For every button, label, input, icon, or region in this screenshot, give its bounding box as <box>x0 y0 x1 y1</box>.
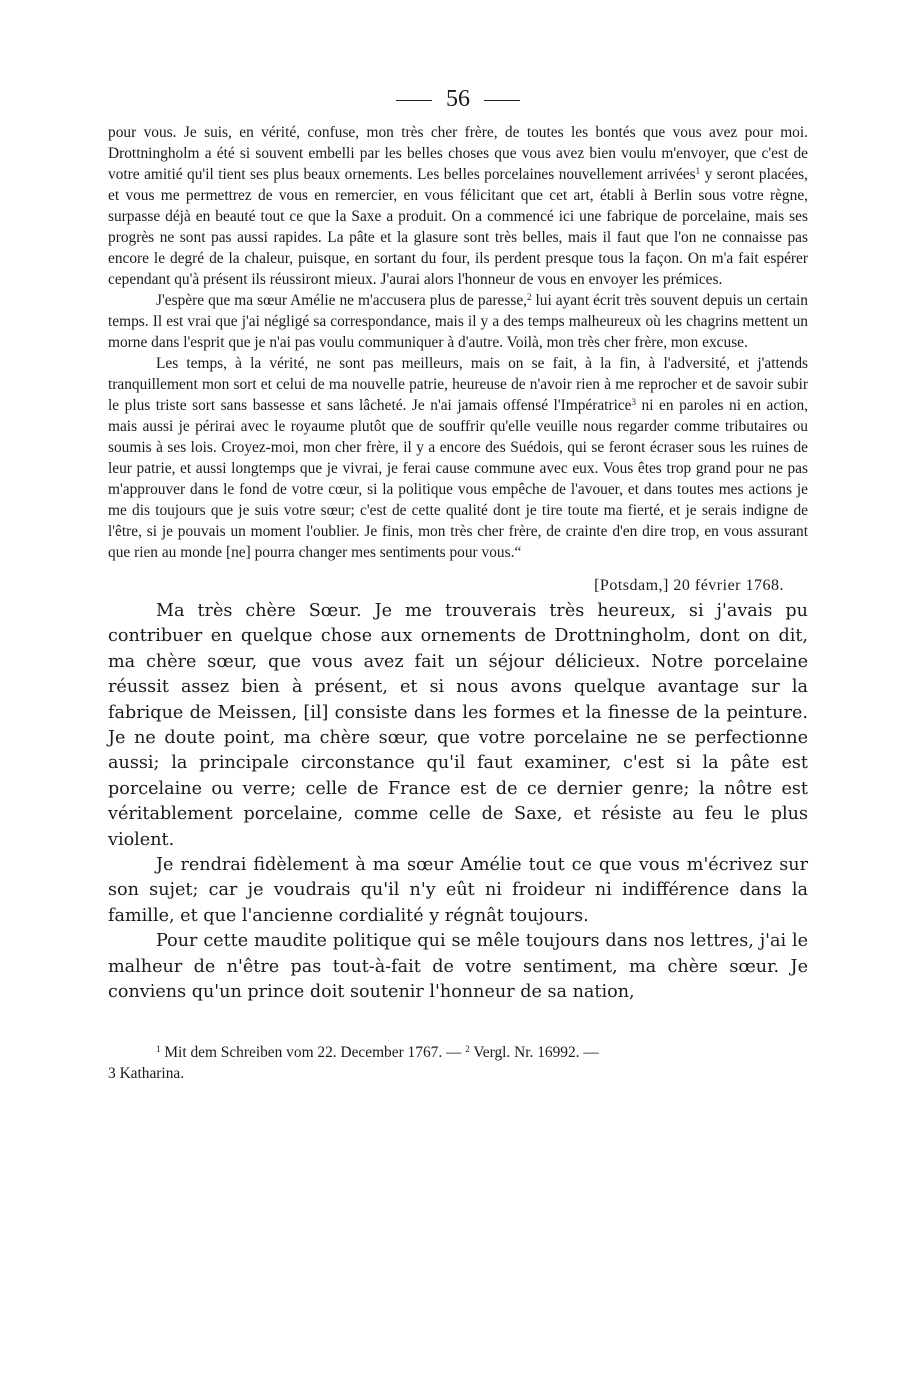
document-page <box>108 84 808 1084</box>
reply-paragraph: Pour cette maudite politique qui se mêle toujours dans nos lettres, j'ai le malheur de n'être pas tout-à-fait de votre sentiment, ma chère sœur. Je conviens qu'un prince doit soutenir l'honneur de sa nation, <box>108 931 808 1003</box>
letter-paragraph: Les temps, à la vérité, ne sont pas meilleurs, mais on se fait, à la fin, à l'adversité, et j'attends tranquillement mon sort et celui de ma nouvelle patrie, heureuse de n'avoir rien à me reprocher et de savoir subir le plus triste sort sans bassesse et sans lâcheté. Je n'ai jamais offensé l'Impératrice$^3$ ni en paroles ni en action, mais aussi je périrai avec le royaume plutôt que de souffrir qu'elle veuille nous regarder comme tributaires ou soumis à ses lois. Croyez-moi, mon cher frère, il y a encore des Suédois, qui se feront écraser sous les ruines de leur patrie, et aussi longtemps que je vivrai, je ferai cause commune avec eux. Vous êtes trop grand pour ne pas m'approuver dans le fond de votre cœur, si la politique vous empêche de l'avouer, et dans toutes mes actions je me dis toujours que je suis votre sœur; c'est de cette qualité dont je tire toute ma fierté, et je serais indigne de l'être, si je pouvais un moment l'oublier. Je finis, mon très cher frère, de crainte d'en dire trop, en vous assurant que rien au monde [ne] pourra changer mes sentiments pour vous.“ <box>108 355 808 561</box>
dateline: [Potsdam,] 20 février 1768. <box>594 577 784 594</box>
letter-paragraph: J'espère que ma sœur Amélie ne m'accusera plus de paresse,$^2$ lui ayant écrit très souvent depuis un certain temps. Il est vrai que j'ai négligé sa correspondance, mais il y a des temps malheureux où les chagrins mettent un morne dans l'esprit que je n'ai pas voulu communiquer à d'autre. Voilà, mon très cher frère, mon excuse. <box>108 292 808 351</box>
page-number: 56 <box>446 86 470 112</box>
letter-paragraph: pour vous. Je suis, en vérité, confuse, mon très cher frère, de toutes les bontés que vous avez pour moi. Drottningholm a été si souvent embelli par les belles choses que vous avez bien voulu m'envoyer, que c'est de votre amitié qu'il tient ses plus beaux ornements. Les belles porcelaines nouvellement arrivées$^1$ y seront placées, et vous me permettrez de vous en remercier, en vous félicitant que cet art, établi à Berlin sous votre règne, surpasse déjà en beauté tout ce que la Saxe a produit. On a commencé ici une fabrique de porcelaine, mais ses progrès ne sont pas aussi rapides. La pâte et la glasure sont très belles, mais il faut que l'on ne connaisse pas encore le degré de la chaleur, puisque, en sortant du four, ils perdent presque tous la façon. On m'a fait espérer cependant qu'à présent ils réussiront mieux. J'aurai alors l'honneur de vous en envoyer les prémices. <box>108 124 809 288</box>
footnote-line: $^1$ Mit dem Schreiben vom 22. December 1767. — $^2$ Vergl. Nr. 16992. — <box>156 1043 599 1061</box>
footnote-ref: 2 <box>527 292 532 302</box>
header-rule-left <box>396 100 432 101</box>
reply-paragraph: Je rendrai fidèlement à ma sœur Amélie tout ce que vous m'écrivez sur son sujet; car je voudrais qu'il n'y eût ni froideur ni indifférence dans la famille, et que l'ancienne cordialité y régnât toujours. <box>108 855 808 926</box>
footnote-text: Vergl. Nr. 16992. <box>473 1043 580 1061</box>
footnote-line <box>108 1063 808 1084</box>
reply-letter <box>108 599 808 1006</box>
quoted-letter <box>108 122 808 563</box>
footnote-mark: 2 <box>465 1043 470 1054</box>
page-header <box>108 84 808 122</box>
footnote-text: Mit dem Schreiben vom 22. December 1767. <box>164 1043 443 1061</box>
footnote-mark: 1 <box>156 1043 161 1054</box>
footnote-ref: 3 <box>631 397 637 407</box>
footnote-mark: 3 <box>108 1064 116 1082</box>
reply-paragraph: Ma très chère Sœur. Je me trouverais très heureux, si j'avais pu contribuer en quelque chose aux ornements de Drottningholm, dont on dit, ma chère sœur, que vous avez fait un séjour délicieux. Notre porcelaine réussit assez bien à présent, et si nous avons quelque avantage sur la fabrique de Meissen, [il] consiste dans les formes et la finesse de la peinture. Je ne doute point, ma chère sœur, que votre porcelaine ne se perfectionne aussi; la principale circonstance qu'il faut examiner, c'est si la pâte est porcelaine ou verre; celle de France est de ce dernier genre; la nôtre est véritablement porcelaine, comme celle de Saxe, et résiste au feu le plus violent. <box>108 601 808 850</box>
footnote-ref: 1 <box>695 166 701 176</box>
footnotes <box>108 1042 808 1084</box>
header-rule-right <box>484 100 520 101</box>
footnote-text: Katharina. <box>119 1064 185 1082</box>
